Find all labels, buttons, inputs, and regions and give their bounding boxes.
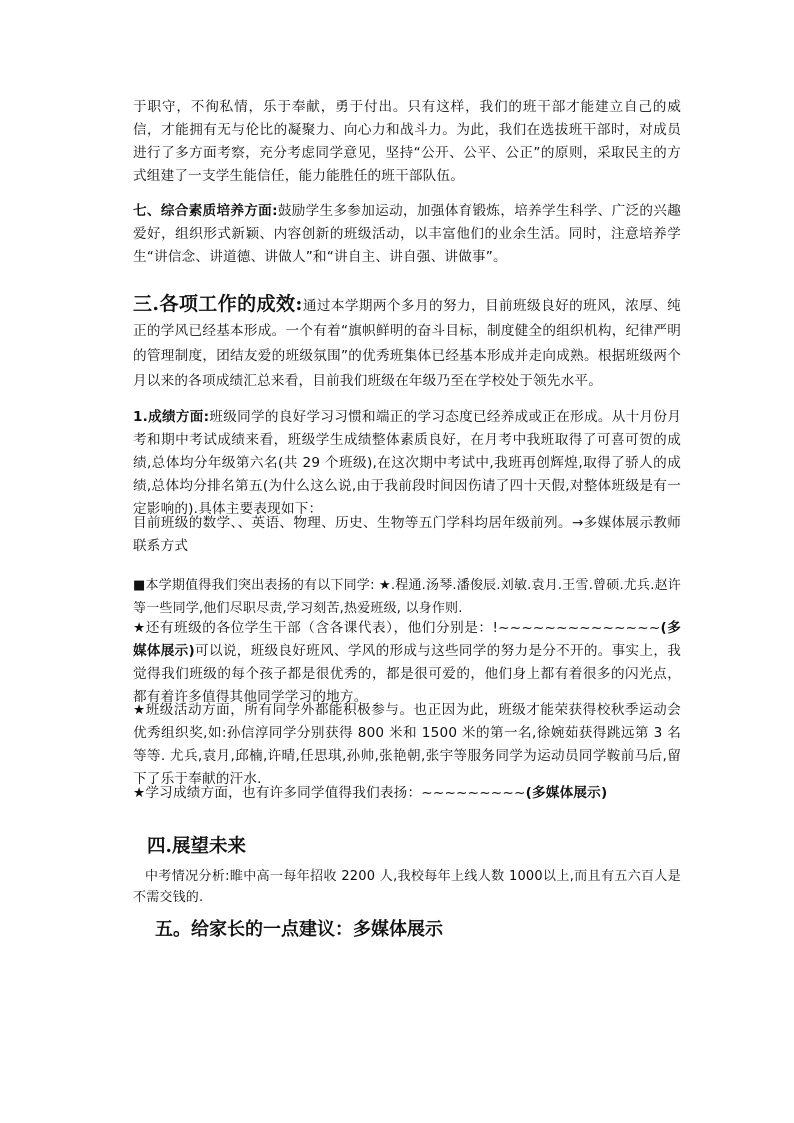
section-3-paragraph xyxy=(133,292,681,394)
section-3-text: 通过本学期两个多月的努力，目前班级良好的班风，浓厚、纯正的学风已经基本形成。一个有着“旗帜鲜明的奋斗目标，制度健全的组织机构，纪律严明的管理制度，团结友爱的班级氛围”的优秀班集体已经基本形成并走向成熟。根据班级两个月以来的各项成绩汇总来看，目前我们班级在年级乃至在学校处于领先水平。 xyxy=(133,298,681,389)
score-paragraph xyxy=(133,406,681,521)
cadre-text: ★还有班级的各位学生干部（含各课代表），他们分别是：!~~~~~~~~~~~~~~ xyxy=(133,620,661,636)
cadre-text-2: 可以说，班级良好班风、学风的形成与这些同学的努力是分不开的。事实上，我觉得我们班级的每个孩子都是很优秀的，都是很可爱的，他们身上都有着很多的闪光点，都有着许多值得其他同学学习的地方。 xyxy=(133,643,682,705)
score-subjects-line: 目前班级的数学、、英语、物理、历史、生物等五门学科均居年级前列。→多媒体展示教师联系方式 xyxy=(133,515,681,554)
study-text: ★学习成绩方面，也有许多同学值得我们表扬：~~~~~~~~~ xyxy=(133,785,526,801)
section-4-title: 四.展望未来 xyxy=(147,836,246,857)
paragraph-class-cadre: 于职守，不徇私情，乐于奉献，勇于付出。只有这样，我们的班干部才能建立自己的威信，才能拥有无与伦比的凝聚力、向心力和战斗力。为此，我们在选拔班干部时，对成员进行了多方面考察，充分考虑同学意见，坚持“公开、公平、公正”的原则，采取民主的方式组建了一支学生能信任，能力能胜任的班干部队伍。 xyxy=(133,99,681,184)
section-5-title: 五。给家长的一点建议：多媒体展示 xyxy=(155,919,443,940)
cadre-paragraph xyxy=(133,617,681,709)
praise-paragraph: ■本学期值得我们突出表扬的有以下同学: ★.程通.汤琴.潘俊辰.刘敏.袁月.王雪.曾硕.尤兵.赵许等一些同学,他们尽职尽责,学习刻苦,热爱班级, 以身作则. xyxy=(133,578,681,616)
section-4-text: 中考情况分析:睢中高一每年招收 2200 人,我校每年上线人数 1000以上,而且有五六百人是不需交钱的. xyxy=(133,869,681,905)
study-paragraph xyxy=(133,782,681,805)
study-media-label: (多媒体展示) xyxy=(525,785,608,801)
score-text: 班级同学的良好学习习惯和端正的学习态度已经养成或正在形成。从十月份月考和期中考试成绩来看，班级学生成绩整体素质良好，在月考中我班取得了可喜可贺的成绩,总体均分年级第六名(共 29 个班级),在这次期中考试中,我班再创辉煌,取得了骄人的成绩,总体均分排名第五(为什么这么说,由于我前段时间因伤请了四十天假,对整体班级是有一定影响的).具体主要表现如下： xyxy=(133,409,681,517)
section-7-text: 鼓励学生多参加运动，加强体育锻炼，培养学生科学、广泛的兴趣爱好，组织形式新颖、内容创新的班级活动，以丰富他们的业余生活。同时，注意培养学生“讲信念、讲道德、讲做人”和“讲自主、讲自强、讲做事”。 xyxy=(133,203,681,265)
section-7-paragraph xyxy=(133,200,681,269)
score-title: 1.成绩方面: xyxy=(133,409,210,425)
section-7-title: 七、综合素质培养方面: xyxy=(133,203,278,219)
section-3-title: 三.各项工作的成效: xyxy=(133,293,303,315)
activity-paragraph: ★班级活动方面，所有同学外都能积极参与。也正因为此，班级才能荣获得校秋季运动会优秀组织奖,如:孙信淳同学分别获得 800 米和 1500 米的第一名,徐婉茹获得跳远第 3 名等等. 尤兵,袁月,邱楠,许晴,任思琪,孙帅,张艳朝,张宇等服务同学为运动员同学鞍前马后,留下了乐于奉献的汗水. xyxy=(133,702,681,787)
cadre-media-label: (多媒体展示) xyxy=(133,620,681,659)
